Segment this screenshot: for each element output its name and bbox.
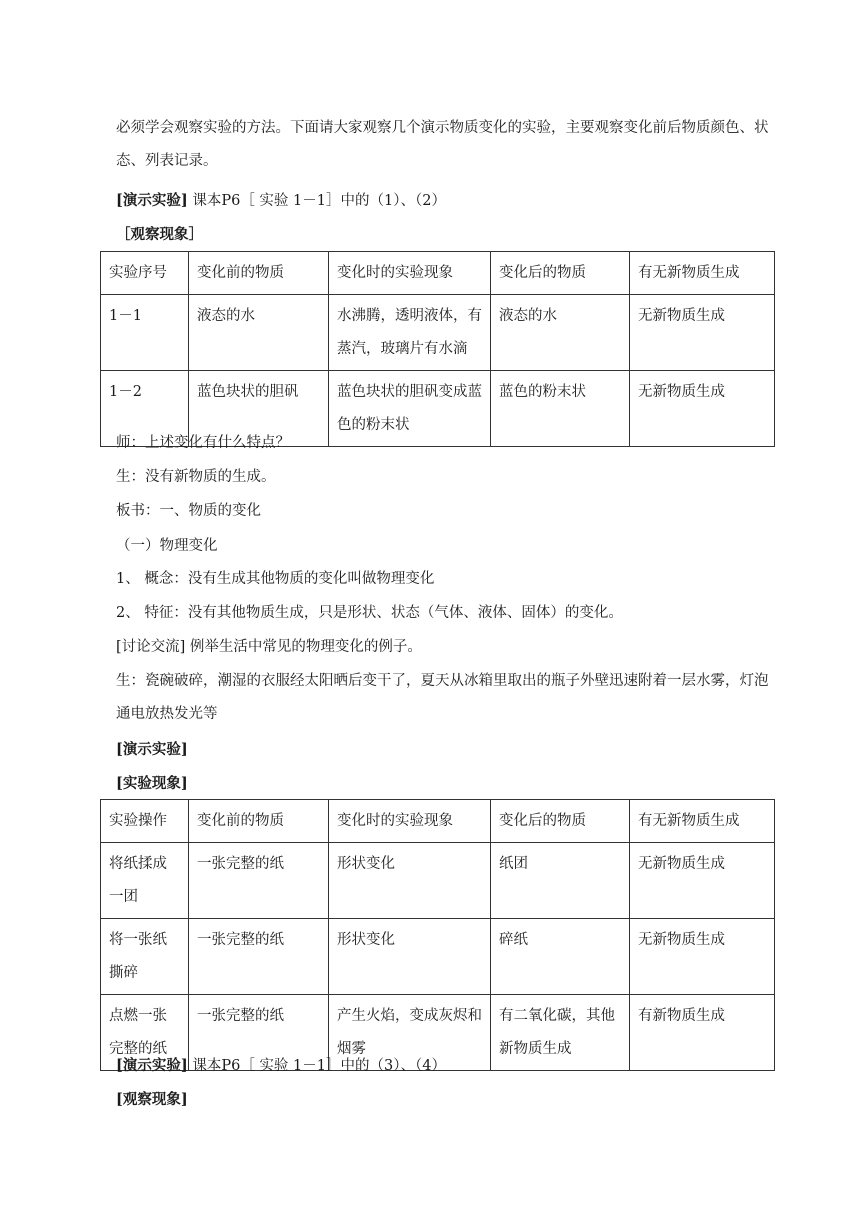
table-cell: 无新物质生成 bbox=[630, 371, 775, 447]
table-cell: 蓝色块状的胆矾 bbox=[189, 371, 329, 447]
table-cell: 一张完整的纸 bbox=[189, 843, 329, 919]
table-cell: 产生火焰，变成灰烬和烟雾 bbox=[329, 995, 491, 1071]
table-cell: 液态的水 bbox=[491, 295, 630, 371]
table-cell: 蓝色块状的胆矾变成蓝色的粉末状 bbox=[329, 371, 491, 447]
demo-label: [演示实验] bbox=[116, 192, 188, 209]
table-cell: 无新物质生成 bbox=[630, 295, 775, 371]
table-cell: 形状变化 bbox=[329, 919, 491, 995]
demo-text: 课本P6［ 实验 1－1］中的（1）、（2） bbox=[192, 193, 446, 209]
section-heading: （一）物理变化 bbox=[116, 538, 218, 554]
table-cell: 1－2 bbox=[101, 371, 189, 447]
table-cell: 将一张纸撕碎 bbox=[101, 919, 189, 995]
table-cell: 1－1 bbox=[101, 295, 189, 371]
table-cell: 有无新物质生成 bbox=[630, 252, 775, 295]
feature-line: 2、 特征：没有其他物质生成，只是形状、状态（气体、液体、固体）的变化。 bbox=[116, 605, 623, 621]
demo-line-3 bbox=[116, 1049, 776, 1083]
observe-heading-1: ［观察现象］ bbox=[116, 226, 203, 243]
table-1 bbox=[100, 251, 775, 447]
table-cell: 无新物质生成 bbox=[630, 843, 775, 919]
table-cell: 有无新物质生成 bbox=[630, 800, 775, 843]
table-cell: 液态的水 bbox=[189, 295, 329, 371]
table-cell: 无新物质生成 bbox=[630, 919, 775, 995]
table-cell: 一张完整的纸 bbox=[189, 919, 329, 995]
table-cell: 将纸揉成一团 bbox=[101, 843, 189, 919]
demo-text: 课本P6［ 实验 1－1］中的（3）、（4） bbox=[192, 1058, 446, 1074]
table-cell: 变化前的物质 bbox=[189, 252, 329, 295]
demo-heading-2: [演示实验] bbox=[116, 741, 188, 758]
table-cell: 实验操作 bbox=[101, 800, 189, 843]
table-2-header-row bbox=[101, 800, 775, 843]
teacher-question: 师：上述变化有什么特点？ bbox=[116, 435, 290, 451]
demo-line-1 bbox=[116, 184, 776, 218]
student-answer: 生：没有新物质的生成。 bbox=[116, 469, 276, 485]
board-note: 板书：一、物质的变化 bbox=[116, 503, 261, 519]
table-cell: 有二氧化碳，其他新物质生成 bbox=[491, 995, 630, 1071]
table-cell: 蓝色的粉末状 bbox=[491, 371, 630, 447]
concept-line: 1、 概念：没有生成其他物质的变化叫做物理变化 bbox=[116, 571, 435, 587]
table-cell: 碎纸 bbox=[491, 919, 630, 995]
table-row bbox=[101, 919, 775, 995]
table-cell: 点燃一张完整的纸 bbox=[101, 995, 189, 1071]
table-cell: 变化后的物质 bbox=[491, 800, 630, 843]
phenomenon-heading: [实验现象] bbox=[116, 775, 188, 792]
demo-label: [演示实验] bbox=[116, 1057, 188, 1074]
table-cell: 变化时的实验现象 bbox=[329, 252, 491, 295]
discussion-line: [讨论交流] 例举生活中常见的物理变化的例子。 bbox=[116, 639, 422, 655]
table-cell: 形状变化 bbox=[329, 843, 491, 919]
table-row bbox=[101, 295, 775, 371]
table-cell: 纸团 bbox=[491, 843, 630, 919]
table-cell: 变化后的物质 bbox=[491, 252, 630, 295]
table-1-header-row bbox=[101, 252, 775, 295]
table-cell: 变化前的物质 bbox=[189, 800, 329, 843]
table-cell: 一张完整的纸 bbox=[189, 995, 329, 1071]
table-cell: 有新物质生成 bbox=[630, 995, 775, 1071]
table-cell: 实验序号 bbox=[101, 252, 189, 295]
table-cell: 变化时的实验现象 bbox=[329, 800, 491, 843]
table-2 bbox=[100, 799, 775, 1071]
table-row bbox=[101, 843, 775, 919]
observe-heading-3: [观察现象] bbox=[116, 1091, 188, 1108]
intro-paragraph: 必须学会观察实验的方法。下面请大家观察几个演示物质变化的实验，主要观察变化前后物质颜色、状态、列表记录。 bbox=[116, 120, 769, 169]
student-examples: 生：瓷碗破碎，潮湿的衣服经太阳晒后变干了，夏天从冰箱里取出的瓶子外壁迅速附着一层水雾，灯泡通电放热发光等 bbox=[116, 673, 769, 722]
table-cell: 水沸腾，透明液体，有蒸汽，玻璃片有水滴 bbox=[329, 295, 491, 371]
